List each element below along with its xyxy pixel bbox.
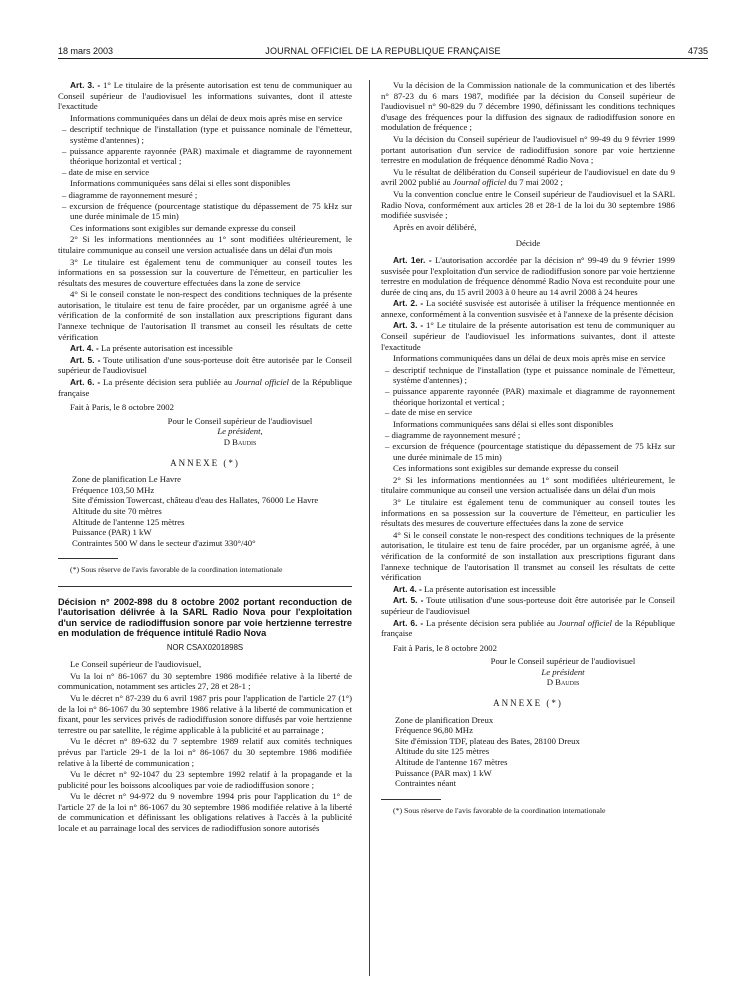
signature-authority: Pour le Conseil supérieur de l'audiovisuel	[490, 656, 636, 667]
vu-paragraph: Vu la loi n° 86-1067 du 30 septembre 1986 modifiée relative à la liberté de communication, notamment ses articles 27, 28 et 28-1 ;	[58, 670, 352, 692]
right-column	[381, 80, 675, 980]
annexe-title: ANNEXE (*)	[170, 457, 240, 468]
article-2-text: La société susvisée est autorisée à utiliser la fréquence mentionnée en annexe, conformément à la convention susvisée et à l'annexe de la présente décision	[381, 298, 675, 319]
vu-paragraph: Vu le décret n° 87-239 du 6 avril 1987 pris pour l'application de l'article 27 (1°) de la loi n° 86-1067 du 30 septembre 1986 relative à la liberté de communication et fixant, pour les services privés de radiodiffusion sonore diffusés par voie hertzienne terrestre ou par satellite, le régime applicable à la publicité et au parrainage ;	[58, 692, 352, 735]
article-1	[381, 255, 675, 297]
list-item: – date de mise en service	[385, 407, 473, 418]
info-list-1	[58, 124, 352, 177]
annexe-line: Altitude du site 125 mètres	[395, 746, 490, 757]
article-3-label: Art. 3. -	[70, 80, 101, 90]
article-2	[381, 298, 675, 319]
article-3-text: 1° Le titulaire de la présente autorisation est tenu de communiquer au Conseil supérieur de l'audiovisuel les informations suivantes, dont il atteste l'exactitude	[58, 80, 352, 112]
vu-paragraph: Vu le décret n° 89-632 du 7 septembre 1989 relatif aux comités techniques prévus par l'article 29-1 de la loi n° 86-1067 du 30 septembre 1986 modifiée relative à la liberté de communication ;	[58, 736, 352, 768]
article-5-text: Toute utilisation d'une sous-porteuse doit être autorisée par le Conseil supérieur de l'audiovisuel	[58, 354, 352, 376]
header-page-number: 4735	[687, 46, 708, 56]
info-two-months: Informations communiquées dans un délai de deux mois après mise en service	[393, 353, 666, 364]
footnote: (*) Sous réserve de l'avis favorable de la coordination internationale	[393, 805, 606, 815]
article-6-label: Art. 6. -	[393, 617, 424, 628]
paragraph: Ces informations sont exigibles sur demande expresse du conseil	[393, 463, 619, 474]
decide-heading: Décide	[515, 238, 541, 249]
info-without-delay: Informations communiquées sans délai si elles sont disponibles	[70, 178, 291, 189]
annexe-line: Puissance (PAR) 1 kW	[72, 527, 152, 538]
signature-title: Le président	[541, 666, 585, 677]
list-item: – puissance apparente rayonnée (PAR) maximale et diagramme de rayonnement théorique horizontal et vertical ;	[385, 386, 675, 407]
list-item: – diagramme de rayonnement mesuré ;	[62, 189, 198, 200]
vu-paragraph	[381, 167, 675, 188]
article-5	[381, 595, 675, 616]
annexe-title: ANNEXE (*)	[493, 698, 563, 709]
signature-authority: Pour le Conseil supérieur de l'audiovisuel	[167, 415, 313, 426]
article-6	[58, 377, 352, 398]
annexe-line: Altitude de l'antenne 167 mètres	[395, 757, 508, 768]
annexe-line: Altitude du site 70 mètres	[72, 505, 162, 516]
paragraph: 2° Si les informations mentionnées au 1° sont modifiées ultérieurement, le titulaire communique au conseil une version actualisée dans un délai d'un mois	[58, 234, 352, 255]
paragraph: 2° Si les informations mentionnées au 1° sont modifiées ultérieurement, le titulaire communique au conseil une version actualisée dans un délai d'un mois	[381, 474, 675, 496]
vu-paragraph: Vu la décision de la Commission nationale de la communication et des libertés n° 87-23 du 6 mars 1987, modifiée par la décision du Conseil supérieur de l'audiovisuel n° 90-829 du 7 décembre 1990, définissant les conditions techniques d'usage des fréquences pour la diffusion des signaux de radiodiffusion sonore en modulation de fréquence ;	[381, 80, 675, 133]
running-header	[58, 44, 708, 59]
paragraph: Après en avoir délibéré,	[393, 221, 477, 232]
annexe-line: Zone de planification Le Havre	[72, 474, 182, 485]
vu-paragraph: Vu la décision du Conseil supérieur de l'audiovisuel n° 99-49 du 9 février 1999 portant autorisation d'un service de radiodiffusion sonore par voie hertzienne terrestre en modulation de fréquence dénommé Radio Nova ;	[381, 133, 675, 166]
article-3	[381, 320, 675, 352]
article-2-label: Art. 2. -	[393, 298, 424, 309]
annexe-line: Zone de planification Dreux	[395, 714, 494, 725]
paragraph: 4° Si le conseil constate le non-respect des conditions techniques de la présente autorisation, le titulaire est tenu de faire procéder, par un organisme agréé, à une vérification de la conformité de son installation aux prescriptions figurant dans l'annexe technique de l'autorisation Il transmet au conseil les résultats de cette vérification	[381, 529, 675, 583]
article-4-label: Art. 4. -	[393, 583, 422, 594]
article-3	[58, 80, 352, 112]
article-4	[381, 584, 675, 595]
article-4-text: La présente autorisation est incessible	[421, 583, 556, 594]
left-column	[58, 80, 352, 980]
journal-name: Journal officiel	[234, 377, 289, 388]
article-6-text-post: de la République française	[58, 377, 352, 398]
list-item: – descriptif technique de l'installation (type et puissance nominale de l'émetteur, système d'antennes) ;	[385, 364, 675, 386]
list-item: – date de mise en service	[62, 166, 150, 177]
info-list-2	[58, 190, 352, 222]
article-4-label: Art. 4. -	[70, 343, 99, 354]
footnote-rule	[58, 558, 118, 559]
list-item: – puissance apparente rayonnée (PAR) maximale et diagramme de rayonnement théorique horizontal et vertical ;	[62, 145, 352, 167]
nor-reference: NOR CSAX0201898S	[166, 642, 244, 652]
paragraph: Ces informations sont exigibles sur demande expresse du conseil	[70, 222, 296, 233]
annexe-line: Fréquence 103,50 MHz	[72, 484, 155, 495]
decision-title: Décision n° 2002-898 du 8 octobre 2002 portant reconduction de l'autorisation délivrée à la SARL Radio Nova pour l'exploitation d'un service de radiodiffusion sonore par voie hertzienne terrestre en modulation de fréquence intitulé Radio Nova	[58, 596, 352, 639]
paragraph: 3° Le titulaire est également tenu de communiquer au conseil toutes les informations en sa possession sur la couverture de l'émetteur, en particulier les résultats des mesures de couverture effectuées dans la zone de service	[58, 256, 352, 288]
signatory-name: D Baudis	[546, 677, 580, 688]
list-item: – descriptif technique de l'installation (type et puissance nominale de l'émetteur, système d'antennes) ;	[62, 124, 352, 145]
paragraph: Le Conseil supérieur de l'audiovisuel,	[70, 659, 202, 670]
vu-paragraph: Vu le décret n° 94-972 du 9 novembre 1994 pris pour l'application du 1° de l'article 27 de la loi n° 86-1067 du 30 septembre 1986 modifiée relative à la liberté de communication et définissant les obligations relatives à l'accès à la publicité locale et au parrainage local des services de radiodiffusion sonore autorisés	[58, 791, 352, 834]
info-list-1	[381, 365, 675, 418]
place-date: Fait à Paris, le 8 octobre 2002	[393, 642, 497, 653]
vu-text-pre: Vu le résultat de délibération du Conseil supérieur de l'audiovisuel en date du 9 avril 2002 publié au	[381, 166, 675, 188]
annexe-line: Site d'émission TDF, plateau des Bates, 28100 Dreux	[395, 735, 580, 746]
list-item: – excursion de fréquence (pourcentage statistique du dépassement de 75 kHz sur une durée minimale de 15 min)	[62, 200, 352, 222]
header-date: 18 mars 2003	[58, 46, 114, 56]
article-5-label: Art. 5. -	[393, 595, 424, 606]
section-divider	[58, 586, 352, 587]
annexe-line: Altitude de l'antenne 125 mètres	[72, 516, 185, 527]
article-3-label: Art. 3. -	[393, 320, 424, 331]
list-item: – excursion de fréquence (pourcentage statistique du dépassement de 75 kHz sur une durée minimale de 15 min)	[385, 441, 675, 462]
journal-name: Journal officiel	[557, 617, 612, 628]
paragraph: 3° Le titulaire est également tenu de communiquer au conseil toutes les informations en sa possession sur la couverture de l'émetteur, en particulier les résultats des mesures de couverture effectuées dans la zone de service	[381, 496, 675, 529]
signature-title: Le président,	[217, 426, 263, 437]
article-5-text: Toute utilisation d'une sous-porteuse doit être autorisée par le Conseil supérieur de l'audiovisuel	[381, 595, 675, 616]
annexe-line: Contraintes néant	[395, 778, 457, 789]
paragraph: 4° Si le conseil constate le non-respect des conditions techniques de la présente autorisation, le titulaire est tenu de faire procéder, par un organisme agréé à une vérification de la conformité de son installation aux prescriptions figurant dans l'annexe technique de l'autorisation Il transmet au conseil les résultats de cette vérification	[58, 289, 352, 342]
article-4	[58, 343, 352, 354]
header-title: JOURNAL OFFICIEL DE LA REPUBLIQUE FRANÇAISE	[265, 46, 501, 56]
annexe-line: Fréquence 96,80 MHz	[395, 725, 473, 736]
article-5-label: Art. 5. -	[70, 354, 101, 365]
article-6-label: Art. 6. -	[70, 377, 101, 388]
info-list-2	[381, 430, 675, 462]
vu-text-post: du 7 mai 2002 ;	[506, 177, 563, 188]
annexe-line: Site d'émission Towercast, château d'eau des Hallates, 76000 Le Havre	[72, 495, 319, 506]
vu-paragraph: Vu le décret n° 92-1047 du 23 septembre 1992 relatif à la propagande et la publicité pour les boissons alcooliques par voie de radiodiffusion sonore ;	[58, 769, 352, 790]
annexe-line: Contraintes 500 W dans le secteur d'azimut 330°/40°	[72, 537, 256, 548]
footnote-rule	[381, 799, 441, 800]
footnote: (*) Sous réserve de l'avis favorable de la coordination internationale	[70, 565, 283, 575]
info-without-delay: Informations communiquées sans délai si elles sont disponibles	[393, 418, 614, 429]
article-4-text: La présente autorisation est incessible	[98, 343, 233, 354]
annexe-line: Puissance (PAR max) 1 kW	[395, 767, 492, 778]
journal-name: Journal officiel	[452, 177, 507, 188]
info-two-months: Informations communiquées dans un délai de deux mois après mise en service	[70, 112, 343, 123]
article-1-label: Art. 1er. -	[393, 254, 432, 265]
signatory-name: D Baudis	[223, 437, 257, 447]
article-3-text: 1° Le titulaire de la présente autorisation est tenu de communiquer au Conseil supérieur de l'audiovisuel les informations suivantes, dont il atteste l'exactitude	[381, 320, 675, 352]
list-item: – diagramme de rayonnement mesuré ;	[385, 430, 521, 441]
article-6-text-post: de la République française	[381, 617, 675, 639]
vu-paragraph: Vu la convention conclue entre le Conseil supérieur de l'audiovisuel et la SARL Radio Nova, conformément aux articles 28 et 28-1 de la loi du 30 septembre 1986 modifiée susvisée ;	[381, 188, 675, 221]
article-6-text-pre: La présente décision sera publiée au	[423, 617, 558, 628]
column-divider	[369, 80, 370, 976]
article-6-text-pre: La présente décision sera publiée au	[100, 377, 235, 388]
place-date: Fait à Paris, le 8 octobre 2002	[70, 402, 174, 413]
article-1-text: L'autorisation accordée par la décision n° 99-49 du 9 février 1999 susvisée pour l'exploitation d'un service de radiodiffusion sonore par voie hertzienne terrestre en modulation de fréquence dénommé Radio Nova est reconduite pour une durée de cinq ans, du 15 avril 2003 à 0 heure au 14 avril 2008 à 24 heures	[381, 254, 675, 297]
article-5	[58, 355, 352, 376]
article-6	[381, 618, 675, 639]
